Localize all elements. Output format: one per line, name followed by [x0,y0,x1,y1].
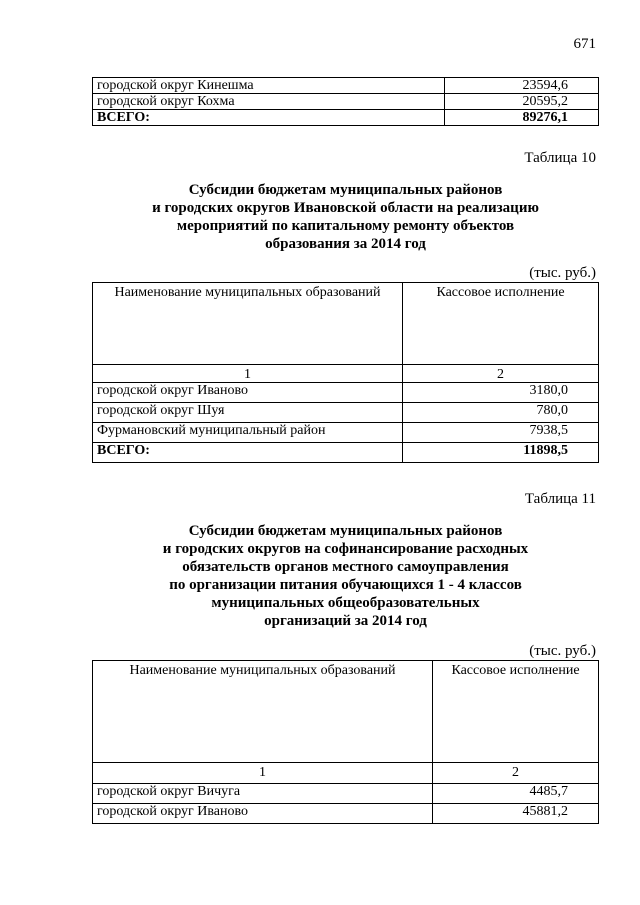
row-value: 45881,2 [433,804,599,824]
total-value: 89276,1 [445,110,599,126]
table10-units: (тыс. руб.) [529,265,596,281]
col-header-name: Наименование муниципальных образований [93,283,403,365]
table10-caption: Таблица 10 [524,150,596,166]
table10-title [92,181,599,253]
page-number: 671 [573,36,596,52]
row-name: городской округ Кинешма [93,78,445,94]
row-name: городской округ Кохма [93,94,445,110]
total-label: ВСЕГО: [93,443,403,463]
title-line: по организации питания обучающихся 1 - 4 классов [169,577,522,593]
col-header-value: Кассовое исполнение [433,661,599,763]
title-line: мероприятий по капитальному ремонту объектов [176,218,515,234]
header-row [93,661,599,763]
title-line: образования за 2014 год [265,236,426,252]
table-row [93,78,599,94]
title-line: и городских округов на софинансирование расходных [162,541,529,557]
col-header-value: Кассовое исполнение [403,283,599,365]
row-value: 780,0 [403,403,599,423]
table-row [93,403,599,423]
col-number: 2 [433,763,599,784]
title-line: Субсидии бюджетам муниципальных районов [188,182,503,198]
table11-title [92,522,599,630]
row-value: 4485,7 [433,784,599,804]
table-row [93,784,599,804]
table11 [92,660,599,824]
row-value: 3180,0 [403,383,599,403]
row-name: городской округ Иваново [93,804,433,824]
title-line: и городских округов Ивановской области на реализацию [152,200,539,216]
table-row [93,423,599,443]
row-name: Фурмановский муниципальный район [93,423,403,443]
title-line: муниципальных общеобразовательных [211,595,480,611]
title-line: организаций за 2014 год [264,613,427,629]
total-label: ВСЕГО: [93,110,445,126]
col-number: 1 [93,365,403,383]
row-value: 20595,2 [445,94,599,110]
total-row [93,110,599,126]
row-value: 7938,5 [403,423,599,443]
table11-caption: Таблица 11 [524,491,596,507]
col-number: 2 [403,365,599,383]
table11-units: (тыс. руб.) [529,643,596,659]
col-header-name: Наименование муниципальных образований [93,661,433,763]
col-number-row [93,763,599,784]
table-row [93,94,599,110]
row-name: городской округ Шуя [93,403,403,423]
row-value: 23594,6 [445,78,599,94]
title-line: Субсидии бюджетам муниципальных районов [188,523,503,539]
table-row [93,383,599,403]
col-number-row [93,365,599,383]
row-name: городской округ Иваново [93,383,403,403]
table-row [93,804,599,824]
total-value: 11898,5 [403,443,599,463]
table10 [92,282,599,463]
col-number: 1 [93,763,433,784]
row-name: городской округ Вичуга [93,784,433,804]
total-row [93,443,599,463]
title-line: обязательств органов местного самоуправления [182,559,509,575]
header-row [93,283,599,365]
continuation-table [92,77,599,126]
